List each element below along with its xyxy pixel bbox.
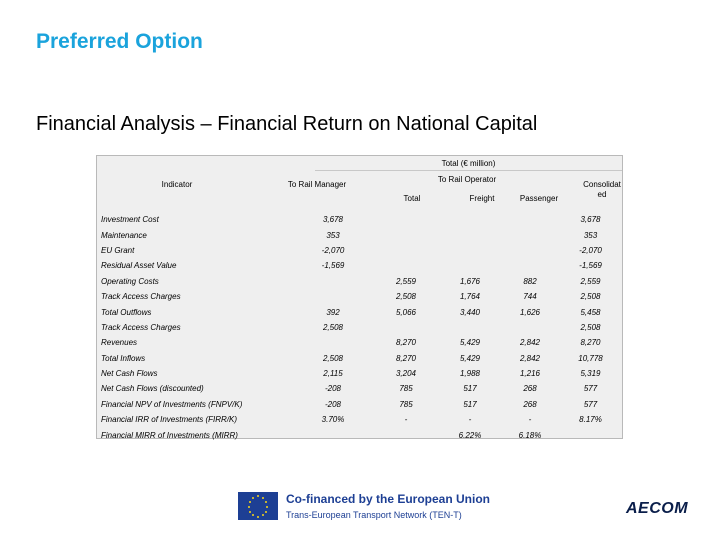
table-cell: 268 <box>523 384 537 394</box>
table-cell <box>501 320 559 335</box>
cofinanced-text: Co-financed by the European Union <box>286 492 491 506</box>
table-cell: 353 <box>583 230 598 240</box>
table-row <box>97 320 622 335</box>
table-cell: 744 <box>523 292 537 302</box>
table-cell <box>439 227 501 242</box>
table-cell: 6.22% <box>458 430 482 440</box>
table-row <box>97 304 622 319</box>
table-cell: 785 <box>399 384 413 394</box>
table-cell <box>293 427 373 442</box>
table-row <box>97 274 622 289</box>
table-cell <box>373 212 439 227</box>
eu-flag-icon <box>238 492 278 520</box>
table-cell: - <box>528 415 532 425</box>
row-label: Total Inflows <box>101 353 146 363</box>
table-cell: 5,429 <box>459 353 481 363</box>
table-cell: 6.18% <box>518 430 542 440</box>
table-row <box>97 212 622 227</box>
table-cell: 2,115 <box>323 369 343 379</box>
table-row <box>97 366 622 381</box>
row-label: Financial MIRR of Investments (MIRR) <box>101 430 238 440</box>
table-cell <box>373 243 439 258</box>
table-cell: 3,204 <box>395 369 417 379</box>
table-row <box>97 427 622 442</box>
header-total-label: Total (€ million) <box>441 159 496 168</box>
table-cell <box>293 335 373 350</box>
table-cell <box>293 274 373 289</box>
table-cell: 2,842 <box>519 353 541 363</box>
header-consolidated: Consolidat ed <box>583 180 621 199</box>
table-cell: 5,066 <box>395 307 417 317</box>
table-row <box>97 289 622 304</box>
financial-table-body <box>97 212 622 443</box>
header-divider <box>315 170 622 171</box>
page-subtitle: Financial Analysis – Financial Return on National Capital <box>36 113 538 135</box>
table-cell: 2,508 <box>395 292 417 302</box>
table-cell: -2,070 <box>579 245 602 255</box>
table-cell <box>501 212 559 227</box>
header-rail-manager: To Rail Manager <box>287 180 347 189</box>
table-cell: -208 <box>324 399 341 409</box>
table-cell: 1,676 <box>459 276 481 286</box>
table-cell: 577 <box>583 399 598 409</box>
table-cell <box>293 289 373 304</box>
row-label: Maintenance <box>101 230 147 240</box>
table-cell: 10,778 <box>578 353 603 363</box>
row-label: Financial IRR of Investments (FIRR/K) <box>101 415 238 425</box>
table-cell: 882 <box>523 276 537 286</box>
table-cell <box>373 258 439 273</box>
table-cell <box>373 427 439 442</box>
table-cell: 577 <box>583 384 598 394</box>
page-title: Preferred Option <box>36 30 203 53</box>
table-cell: 1,626 <box>519 307 541 317</box>
table-cell <box>439 243 501 258</box>
table-row <box>97 412 622 427</box>
table-cell: 2,559 <box>580 276 601 286</box>
table-cell: -208 <box>324 384 341 394</box>
table-cell: 3,678 <box>322 215 344 225</box>
row-label: Residual Asset Value <box>101 261 177 271</box>
table-cell <box>501 227 559 242</box>
table-cell: -1,569 <box>579 261 602 271</box>
table-cell <box>559 427 622 442</box>
table-cell: 517 <box>463 384 477 394</box>
row-label: Total Outflows <box>101 307 152 317</box>
table-cell <box>373 227 439 242</box>
table-cell <box>501 258 559 273</box>
header-col-total: Total <box>403 194 421 203</box>
header-col-passenger: Passenger <box>519 194 559 203</box>
table-cell: 3.70% <box>321 415 345 425</box>
table-cell: 2,508 <box>322 322 344 332</box>
table-cell: 785 <box>399 399 413 409</box>
table-cell: 392 <box>326 307 340 317</box>
table-cell: 5,458 <box>580 307 601 317</box>
header-col-freight: Freight <box>469 194 495 203</box>
row-label: Operating Costs <box>101 276 159 286</box>
row-label: Investment Cost <box>101 215 159 225</box>
table-row <box>97 351 622 366</box>
table-cell <box>439 258 501 273</box>
table-cell: 2,508 <box>580 322 601 332</box>
table-cell: 2,508 <box>322 353 344 363</box>
table-cell: 2,842 <box>519 338 541 348</box>
header-rail-operator: To Rail Operator <box>437 175 497 184</box>
table-cell: 5,429 <box>459 338 481 348</box>
table-cell: -1,569 <box>321 261 345 271</box>
table-cell: 1,988 <box>459 369 481 379</box>
table-cell: 268 <box>523 399 537 409</box>
table-cell: 8,270 <box>395 353 417 363</box>
row-label: Net Cash Flows (discounted) <box>101 384 204 394</box>
table-cell: -2,070 <box>321 245 345 255</box>
table-row <box>97 227 622 242</box>
aecom-logo: AECOM <box>626 500 689 517</box>
table-row <box>97 243 622 258</box>
table-row <box>97 397 622 412</box>
row-label: Track Access Charges <box>101 322 181 332</box>
header-indicator: Indicator <box>161 180 193 189</box>
table-cell <box>439 320 501 335</box>
table-cell <box>501 243 559 258</box>
table-row <box>97 258 622 273</box>
table-cell: 8,270 <box>395 338 417 348</box>
table-cell: - <box>404 415 408 425</box>
table-cell: 3,440 <box>459 307 481 317</box>
table-cell: 8,270 <box>580 338 601 348</box>
row-label: Net Cash Flows <box>101 369 158 379</box>
table-cell: 1,216 <box>519 369 541 379</box>
table-cell <box>439 212 501 227</box>
financial-table <box>96 155 623 439</box>
table-cell: - <box>468 415 472 425</box>
table-cell: 3,678 <box>580 215 601 225</box>
row-label: Financial NPV of Investments (FNPV/K) <box>101 399 243 409</box>
table-cell: 8.17% <box>579 415 602 425</box>
table-cell: 1,764 <box>459 292 481 302</box>
table-row <box>97 335 622 350</box>
row-label: Track Access Charges <box>101 292 181 302</box>
table-cell: 5,319 <box>580 369 601 379</box>
ten-t-text: Trans-European Transport Network (TEN-T) <box>286 510 462 520</box>
table-row <box>97 381 622 396</box>
table-cell: 2,559 <box>395 276 417 286</box>
table-cell <box>373 320 439 335</box>
row-label: Revenues <box>101 338 138 348</box>
table-cell: 353 <box>326 230 340 240</box>
row-label: EU Grant <box>101 245 135 255</box>
table-cell: 2,508 <box>580 292 601 302</box>
table-cell: 517 <box>463 399 477 409</box>
